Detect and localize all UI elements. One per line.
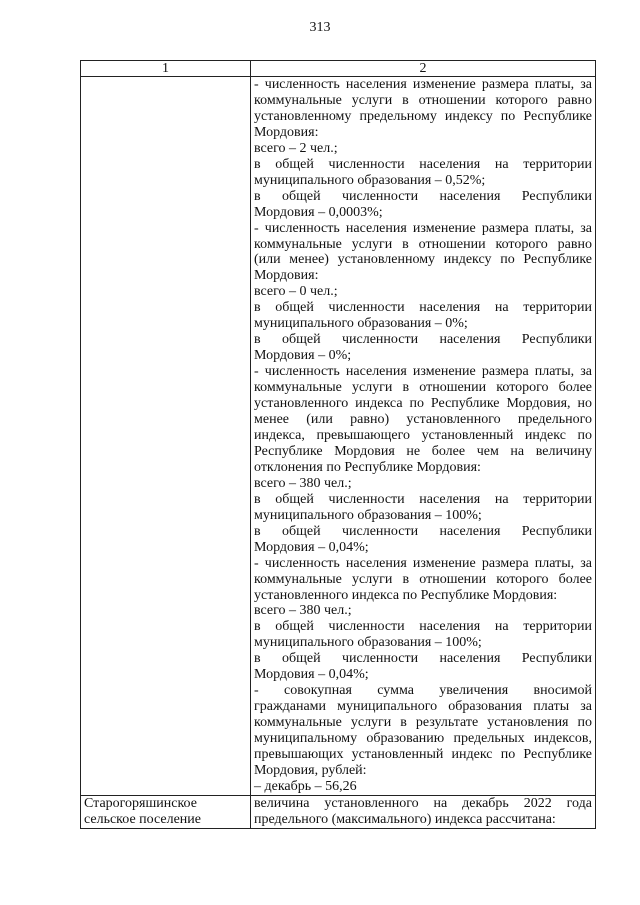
text-line: – декабрь – 56,26 — [254, 778, 357, 794]
text-line: Мордовия – 0,04%; — [254, 667, 369, 683]
text-line: коммунальные услуги в отношении которого более — [254, 571, 592, 587]
text-line: - численность населения изменение размера платы, за — [254, 220, 592, 236]
text-line: всего – 380 чел.; — [254, 603, 352, 619]
text-line: в общей численности населения Республики — [254, 651, 592, 667]
text-line: менее (или равно) установленного предельного — [254, 412, 592, 428]
text-line: в общей численности населения Республики — [254, 523, 592, 539]
text-line: муниципальному образованию предельных индексов, — [254, 731, 592, 747]
table-row — [81, 795, 596, 828]
text-line: сельское поселение — [84, 811, 201, 827]
text-line: муниципального образования – 100%; — [254, 507, 482, 523]
text-line: величина установленного на декабрь 2022 года — [254, 795, 592, 811]
text-line: муниципального образования – 0%; — [254, 316, 468, 332]
text-line: всего – 380 чел.; — [254, 475, 352, 491]
table-row — [81, 77, 596, 796]
text-line: в общей численности населения на территории — [254, 156, 592, 172]
text-line: - численность населения изменение размера платы, за — [254, 555, 592, 571]
text-line: в общей численности населения на территории — [254, 491, 592, 507]
text-line: индекса, превышающего установленный индекс по — [254, 427, 592, 443]
text-line: (или менее) установленному индексу по Республике — [254, 252, 592, 268]
text-line: Мордовия – 0%; — [254, 348, 352, 364]
text-line: установленного индекса по Республике Мордовия, но — [254, 396, 592, 412]
text-line: всего – 2 чел.; — [254, 140, 338, 156]
text-line: предельного (максимального) индекса рассчитана: — [254, 811, 556, 827]
text-line: - численность населения изменение размера платы, за — [254, 77, 592, 92]
text-line: в общей численности населения Республики — [254, 332, 592, 348]
text-line: отклонения по Республике Мордовия: — [254, 459, 481, 475]
text-line: коммунальные услуги в отношении которого равно — [254, 92, 592, 108]
column-header-1: 1 — [81, 61, 251, 77]
text-line: - численность населения изменение размера платы, за — [254, 364, 592, 380]
text-line: превышающих установленный индекс по Республике — [254, 747, 592, 763]
text-line: Мордовия: — [254, 124, 319, 140]
row-1-cell-2 — [251, 77, 596, 796]
row-1-cell-1 — [81, 77, 251, 796]
text-line: Мордовия: — [254, 268, 319, 284]
text-line: гражданами муниципального образования платы за — [254, 699, 592, 715]
row-2-cell-2 — [251, 795, 596, 828]
text-line: коммунальные услуги в отношении которого более — [254, 380, 592, 396]
text-line: установленному предельному индексу по Республике — [254, 108, 592, 124]
page-number: 313 — [309, 20, 331, 35]
text-line: коммунальные услуги в результате установления по — [254, 715, 592, 731]
text-line: Мордовия – 0,0003%; — [254, 204, 383, 220]
text-line: в общей численности населения Республики — [254, 188, 592, 204]
column-header-2: 2 — [251, 61, 596, 77]
text-line: муниципального образования – 0,52%; — [254, 172, 486, 188]
text-line: Мордовия – 0,04%; — [254, 539, 369, 555]
text-line: в общей численности населения на территории — [254, 619, 592, 635]
text-line: Мордовия, рублей: — [254, 762, 367, 778]
text-line: в общей численности населения на территории — [254, 300, 592, 316]
text-line: установленного индекса по Республике Мордовия: — [254, 587, 558, 603]
text-line: всего – 0 чел.; — [254, 284, 338, 300]
table-header-row — [81, 61, 596, 77]
text-line: - совокупная сумма увеличения вносимой — [254, 683, 592, 699]
row-2-cell-1 — [81, 795, 251, 828]
text-line: муниципального образования – 100%; — [254, 635, 482, 651]
text-line: Старогоряшинское — [84, 795, 197, 811]
text-line: Республике Мордовия не более чем на величину — [254, 443, 592, 459]
text-line: коммунальные услуги в отношении которого равно — [254, 236, 592, 252]
document-table — [80, 60, 596, 829]
